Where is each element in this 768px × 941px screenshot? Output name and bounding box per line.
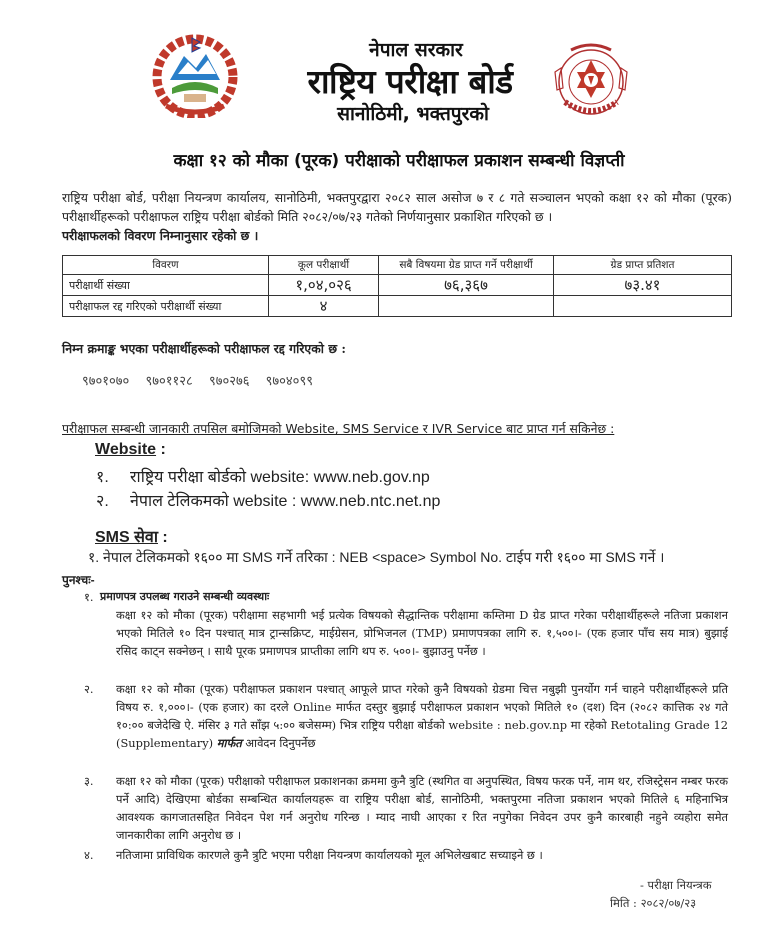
note-number: ४. — [84, 848, 94, 862]
symbol-number: ९७०१०७० — [82, 374, 130, 389]
website-heading-label: Website — [95, 441, 157, 458]
header-board-name: राष्ट्रिय परीक्षा बोर्ड — [307, 62, 513, 101]
sms-instruction: १. नेपाल टेलिकमको १६०० मा SMS गर्ने तरिका : NEB <space> Symbol No. टाईप गरी १६०० मा SMS गर्ने । — [88, 549, 665, 565]
table-header-row — [63, 256, 732, 275]
nepal-government-emblem-icon — [152, 32, 238, 118]
header-government-line: नेपाल सरकार — [369, 39, 463, 61]
note-title: प्रमाणपत्र उपलब्ध गराउने सम्बन्धी व्यवस्थाः — [100, 590, 270, 603]
table-cell: ७६,३६७ — [379, 275, 554, 296]
table-cell — [554, 296, 732, 317]
table-row — [63, 296, 732, 317]
header-location: सानोठिमी, भक्तपुरको — [337, 103, 489, 125]
table-cell: १,०४,०२६ — [269, 275, 379, 296]
website-link[interactable]: नेपाल टेलिकमको website : www.neb.ntc.net.np — [130, 493, 441, 510]
results-summary-table — [62, 255, 732, 317]
info-sources-heading: परीक्षाफल सम्बन्धी जानकारी तपसिल बमोजिमको Website, SMS Service र IVR Service बाट प्राप्त गर्न सकिनेछ : — [62, 421, 615, 436]
signatory: - परीक्षा नियन्त्रक — [640, 878, 712, 892]
table-cell: परीक्षार्थी संख्या — [63, 275, 269, 296]
table-cell: परीक्षाफल रद्द गरिएको परीक्षार्थी संख्या — [63, 296, 269, 317]
website-section-heading: Website : — [95, 441, 166, 458]
postscript-note-4 — [84, 846, 728, 864]
postscript-heading: पुनश्चः- — [62, 573, 95, 587]
sms-heading-label: SMS सेवा — [95, 529, 158, 546]
note-body: कक्षा १२ को मौका (पूरक) परीक्षाको परीक्षाफल प्रकाशनका क्रममा कुनै त्रुटि (स्थगित वा अनुपस्थित, विषय फरक पर्ने, नाम थर, रजिस्ट्रेसन नम्बर फरक पर्ने आदि) देखिएमा बोर्डका सम्बन्धित कार्यालयहरू वा राष्ट्रिय परीक्षा बोर्ड, सानोठिमी, भक्तपुरमा नतिजा प्रकाशन भएको मितिले ६ महिनाभित्र आवश्यक कागजातसहित निवेदन पेश गर्न अनुरोध गरिन्छ । म्याद नाघी आएका र रित नपुगेका निवेदन उपर कुनै कारबाही नहुने व्यहोरा समेत जानकारीका लागि अनुरोध छ । — [116, 774, 728, 842]
neb-seal-icon — [545, 32, 637, 124]
notice-title: कक्षा १२ को मौका (पूरक) परीक्षाको परीक्षाफल प्रकाशन सम्बन्धी विज्ञप्ती — [173, 151, 625, 171]
website-item[interactable] — [96, 489, 440, 511]
table-header: ग्रेड प्राप्त प्रतिशत — [554, 256, 732, 275]
symbol-number: ९७०४०९९ — [265, 374, 313, 389]
table-cell: ७३.४१ — [554, 275, 732, 296]
note-number: २. — [84, 682, 94, 696]
note-emphasis: मार्फत — [216, 736, 242, 750]
sms-section-heading: SMS सेवा : — [95, 529, 168, 546]
symbol-number: ९७०२७६ — [208, 374, 250, 389]
item-number: २. — [96, 493, 109, 510]
intro-text: राष्ट्रिय परीक्षा बोर्ड, परीक्षा नियन्त्रण कार्यालय, सानोठिमी, भक्तपुरद्वारा २०८२ साल असोज ७ र ८ गते सञ्चालन भएको कक्षा १२ को मौका (पूरक) परीक्षार्थीहरूको परीक्षाफल राष्ट्रिय परीक्षा बोर्डको मिति २०८२/०७/२३ गतेको निर्णयानुसार प्रकाशित गरिएको छ । — [62, 190, 732, 224]
website-item[interactable] — [96, 465, 430, 487]
letterhead — [0, 0, 768, 135]
table-header: विवरण — [63, 256, 269, 275]
cancelled-symbol-list — [82, 371, 325, 389]
note-number: ३. — [84, 774, 94, 788]
postscript-note-2 — [84, 680, 728, 752]
table-header: कूल परीक्षार्थी — [269, 256, 379, 275]
intro-paragraph — [62, 188, 732, 245]
postscript-note-3 — [84, 772, 728, 844]
note-number: १. — [84, 590, 94, 604]
note-body — [100, 680, 728, 752]
note-text: कक्षा १२ को मौका (पूरक) परीक्षाफल प्रकाशन पश्चात् आफूले प्राप्त गरेको कुनै विषयको ग्रेडमा चित्त नबुझी पुनर्योग गर्न चाहने परीक्षार्थीहरूले प्रति विषय रु. १,०००।- (एक हजार) का दरले Online मार्फत दस्तुर बुझाई परीक्षाफल प्रकाशन भएको मितिले १० (दश) दिन (२०८२ कात्तिक २४ गते १०:०० बजेदेखि ऐ. मंसिर ३ गते साँझ ५:०० बजेसम्म) भित्र राष्ट्रिय परीक्षा बोर्डको website : neb.gov.np मा रहेको Retotaling Grade 12 (Supplementary) — [116, 682, 728, 750]
symbol-number: ९७०११२८ — [145, 374, 193, 389]
intro-bold-line: परीक्षाफलको विवरण निम्नानुसार रहेको छ । — [62, 228, 259, 243]
postscript-note-1 — [84, 588, 728, 660]
signature-date: मिति : २०८२/०७/२३ — [610, 896, 697, 910]
table-cell: ४ — [269, 296, 379, 317]
item-number: १. — [96, 469, 109, 486]
note-body: नतिजामा प्राविधिक कारणले कुनै त्रुटि भएमा परीक्षा नियन्त्रण कार्यालयको मूल अभिलेखबाट सच्याइने छ । — [116, 848, 543, 862]
note-tail: आवेदन दिनुपर्नेछ — [245, 736, 316, 750]
table-header: सबै विषयमा ग्रेड प्राप्त गर्ने परीक्षार्थी — [379, 256, 554, 275]
website-link[interactable]: राष्ट्रिय परीक्षा बोर्डको website: www.neb.gov.np — [130, 469, 430, 486]
table-row — [63, 275, 732, 296]
table-cell — [379, 296, 554, 317]
signature-block — [610, 876, 712, 912]
note-body: कक्षा १२ को मौका (पूरक) परीक्षामा सहभागी भई प्रत्येक विषयको सैद्धान्तिक परीक्षामा कम्तिमा D ग्रेड प्राप्त गरेका परीक्षार्थीहरूले नतिजा प्रकाशन भएको मितिले १० दिन पश्चात् मात्र ट्रान्सक्रिप्ट, माईग्रेसन, प्रोभिजनल (TMP) प्रमाणपत्रका लागि रु. १,५००।- (एक हजार पाँच सय मात्र) बुझाई रसिद काट्न सक्नेछन् । साथै पूरक प्रमाणपत्र प्राप्तीका लागि थप रु. ५००।- बुझाउनु पर्नेछ । — [116, 608, 728, 658]
cancelled-results-heading: निम्न क्रमाङ्क भएका परीक्षार्थीहरूको परीक्षाफल रद्द गरिएको छ : — [62, 341, 346, 356]
